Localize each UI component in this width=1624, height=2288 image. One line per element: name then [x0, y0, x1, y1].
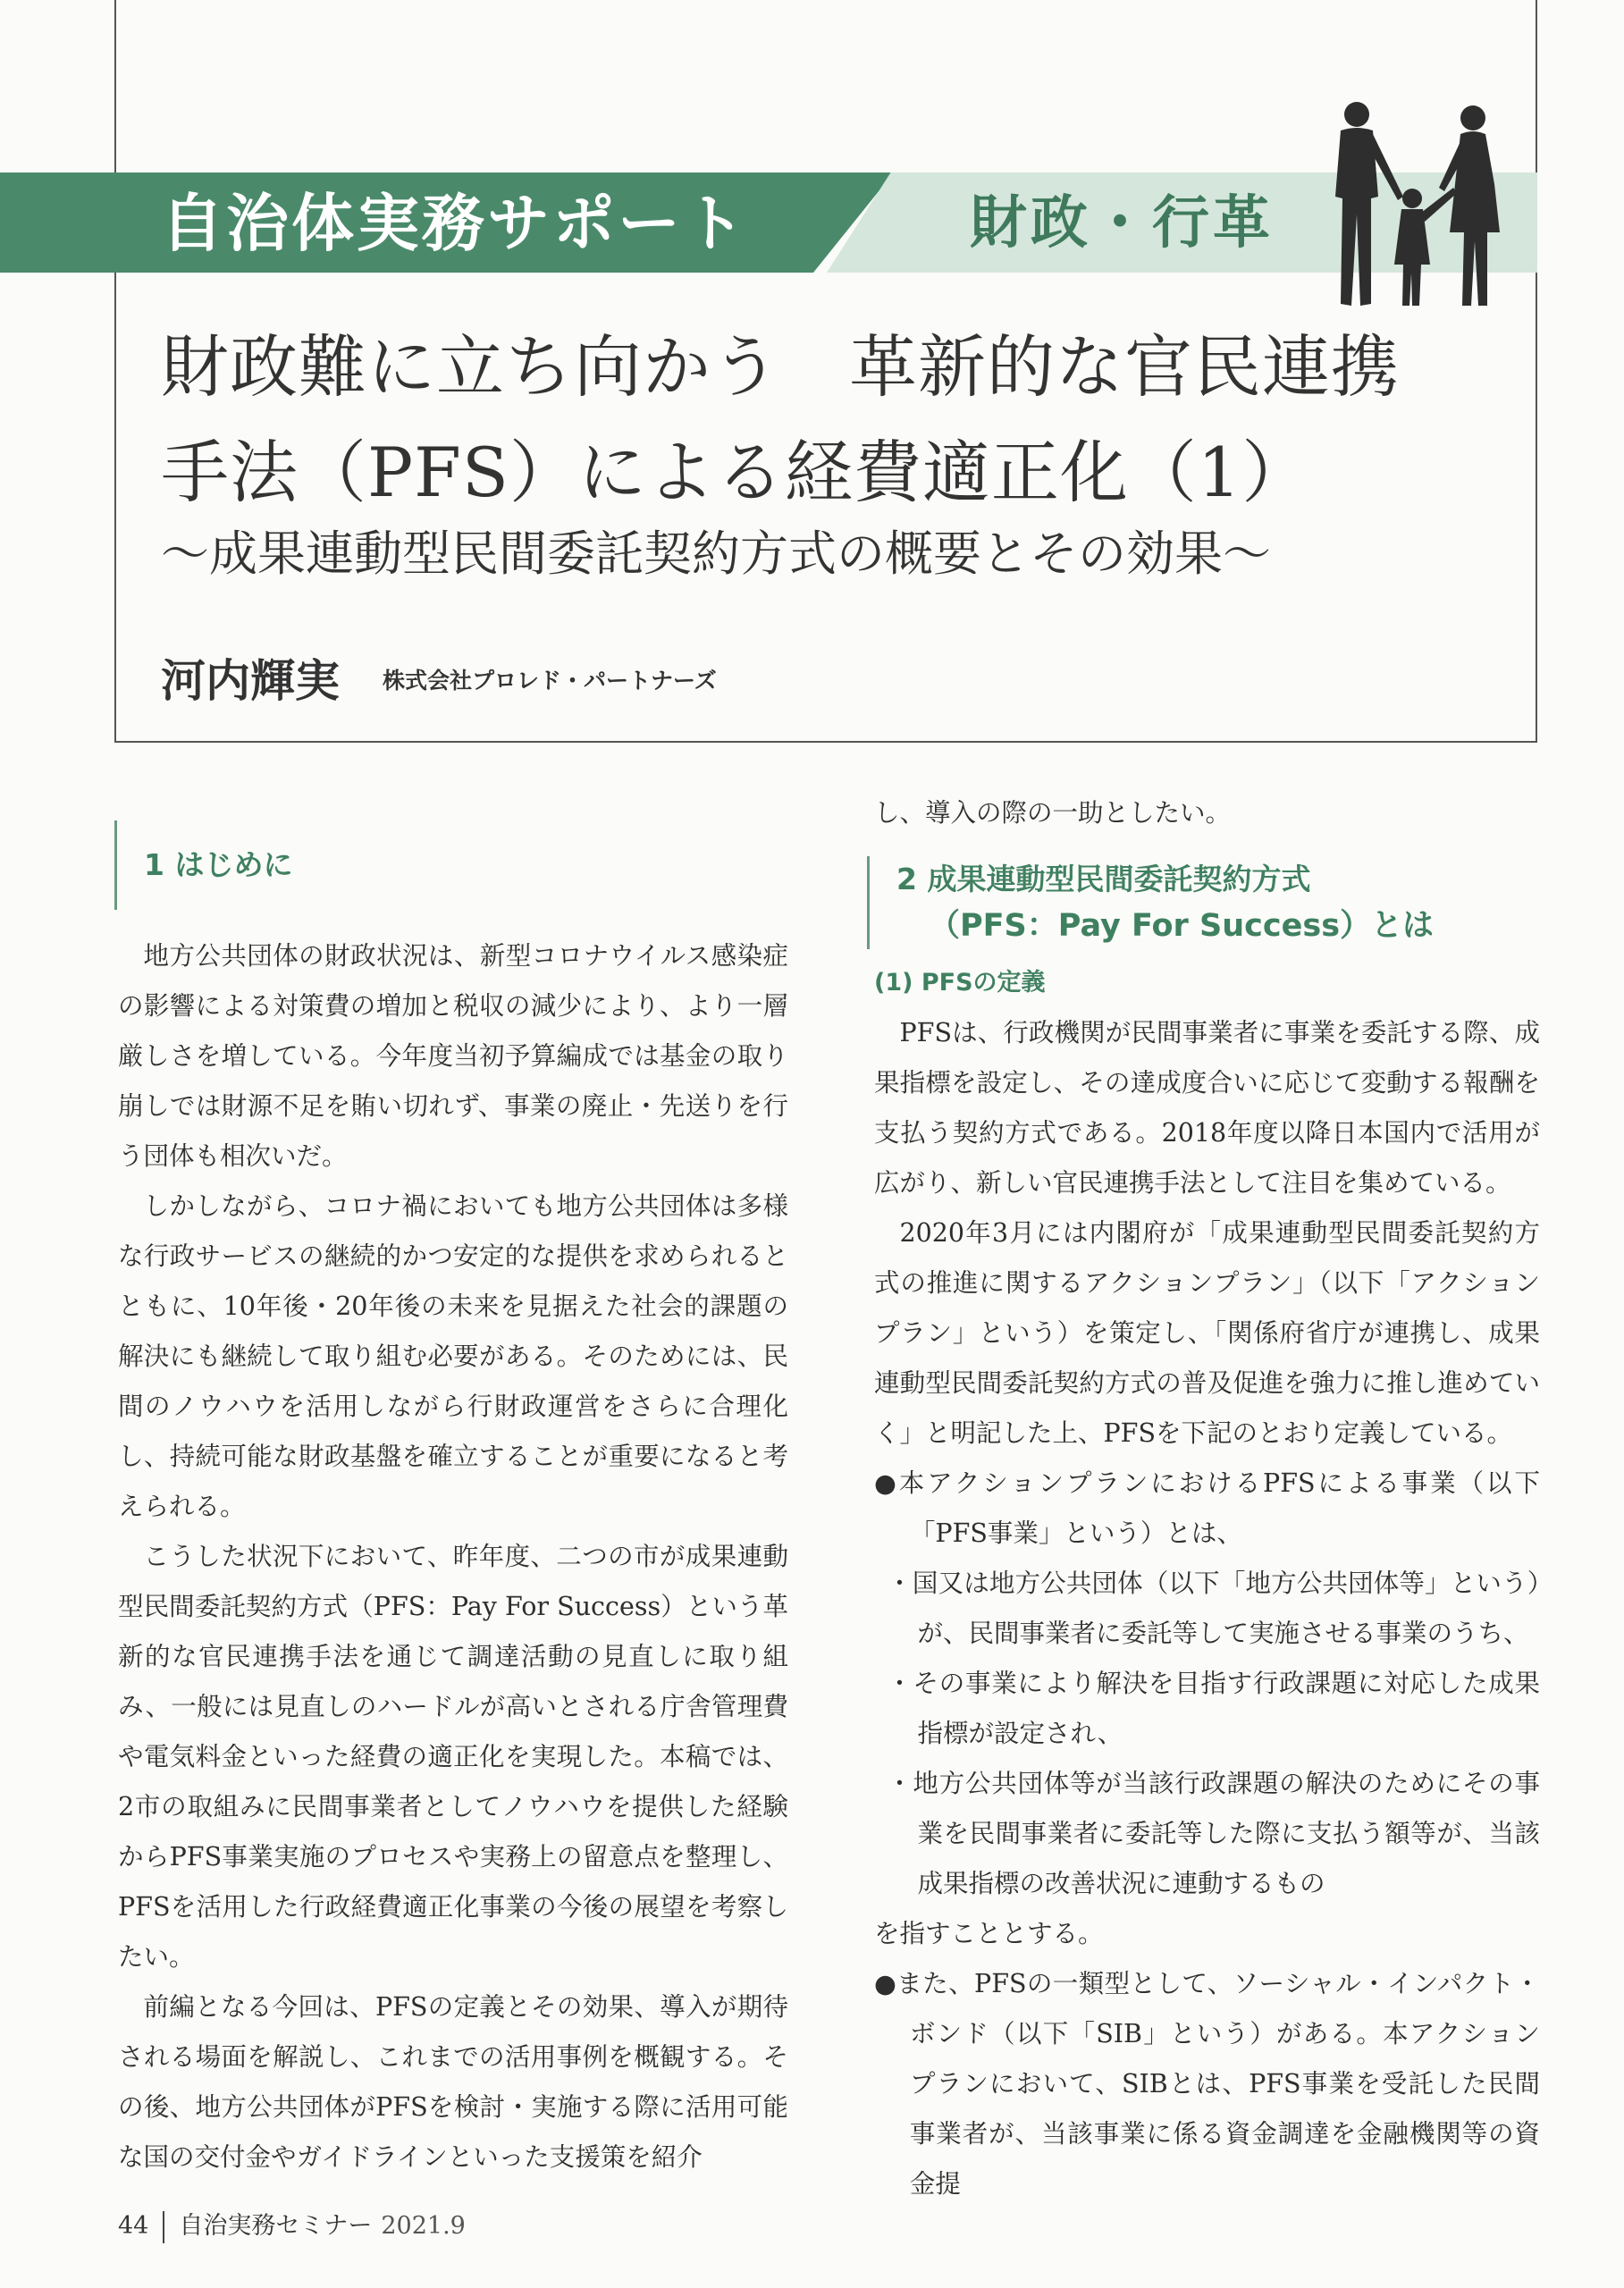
section-2-heading-line-1: 2 成果連動型民間委託契約方式: [896, 862, 1311, 896]
bullet-item: ●本アクションプランにおけるPFSによる事業（以下「PFS事業」という）とは、: [874, 1468, 1540, 1548]
bullet-item: ●また、PFSの一類型として、ソーシャル・インパクト・ボンド（以下「SIB」という）がある。本アクションプランにおいて、SIBとは、PFS事業を受託した民間事業者が、当該事業に係る資金調達を金融機関等の資金提: [874, 1969, 1540, 2199]
paragraph: 地方公共団体の財政状況は、新型コロナウイルス感染症の影響による対策費の増加と税収の減少により、より一層厳しさを増している。今年度当初予算編成では基金の取り崩しでは財源不足を賄い切れず、事業の廃止・先送りを行う団体も相次いだ。: [118, 941, 788, 1171]
author-affiliation: 株式会社プロレド・パートナーズ: [383, 668, 717, 694]
subsection-heading: (1) PFSの定義: [874, 969, 1046, 997]
paragraph: 2020年3月には内閣府が「成果連動型民間委託契約方式の推進に関するアクションプラン」（以下「アクションプラン」という）を策定し、「関係府省庁が連携し、成果連動型民間委託契約方式の普及促進を強力に推し進めていく」と明記した上、PFSを下記のとおり定義している。: [874, 1218, 1540, 1448]
family-silhouette-icon: [1296, 98, 1555, 313]
column-right: [874, 788, 1540, 2209]
definition-item: ・その事業により解決を目指す行政課題に対応した成果指標が設定され、: [887, 1669, 1540, 1748]
issue-date: 2021.9: [381, 2212, 466, 2240]
paragraph: PFSは、行政機関が民間事業者に事業を委託する際、成果指標を設定し、その達成度合いに応じて変動する報酬を支払う契約方式である。2018年度以降日本国内で活用が広がり、新しい官民連携手法として注目を集めている。: [874, 1018, 1540, 1198]
paragraph-continuation: し、導入の際の一助としたい。: [874, 798, 1232, 828]
category-label: 財政・行革: [970, 190, 1274, 257]
page-number: 44: [118, 2212, 149, 2240]
title-line-1: 財政難に立ち向かう 革新的な官民連携: [161, 327, 1400, 407]
section-2-heading: [867, 856, 1540, 949]
section-1-heading: 1 はじめに: [114, 820, 292, 910]
definition-item: ・国又は地方公共団体（以下「地方公共団体等」という）が、民間事業者に委託等して実施させる事業のうち、: [887, 1569, 1540, 1648]
definition-item: ・地方公共団体等が当該行政課題の解決のためにその事業を民間事業者に委託等した際に支払う額等が、当該成果指標の改善状況に連動するもの: [887, 1769, 1540, 1898]
magazine-name: 自治実務セミナー: [179, 2212, 373, 2240]
author-name: 河内輝実: [161, 655, 340, 707]
column-left: [118, 931, 788, 2183]
section-2-heading-line-2: （PFS：Pay For Success）とは: [929, 908, 1435, 944]
article-subtitle: ～成果連動型民間委託契約方式の概要とその効果～: [161, 526, 1271, 582]
paragraph: こうした状況下において、昨年度、二つの市が成果連動型民間委託契約方式（PFS：Pay For Success）という革新的な官民連携手法を通じて調達活動の見直しに取り組み、一般には見直しのハードルが高いとされる庁舎管理費や電気料金といった経費の適正化を実現した。本稿では、2市の取組みに民間事業者としてノウハウを提供した経験からPFS事業実施のプロセスや実務上の留意点を整理し、PFSを活用した行政経費適正化事業の今後の展望を考察したい。: [118, 1542, 788, 1972]
paragraph: 前編となる今回は、PFSの定義とその効果、導入が期待される場面を解説し、これまでの活用事例を概観する。その後、地方公共団体がPFSを検討・実施する際に活用可能な国の交付金やガイドラインといった支援策を紹介: [118, 1992, 788, 2172]
title-line-2: 手法（PFS）による経費適正化（1）: [161, 433, 1311, 512]
footer-divider: [163, 2211, 164, 2243]
article-title: [161, 315, 1502, 526]
series-label: 自治体実務サポート: [161, 187, 748, 260]
page-footer: [118, 2208, 466, 2245]
paragraph: しかしながら、コロナ禍においても地方公共団体は多様な行政サービスの継続的かつ安定的な提供を求められるとともに、10年後・20年後の未来を見据えた社会的課題の解決にも継続して取り組む必要がある。そのためには、民間のノウハウを活用しながら行財政運営をさらに合理化し、持続可能な財政基盤を確立することが重要になると考えられる。: [118, 1191, 788, 1521]
paragraph: を指すこととする。: [874, 1919, 1104, 1948]
